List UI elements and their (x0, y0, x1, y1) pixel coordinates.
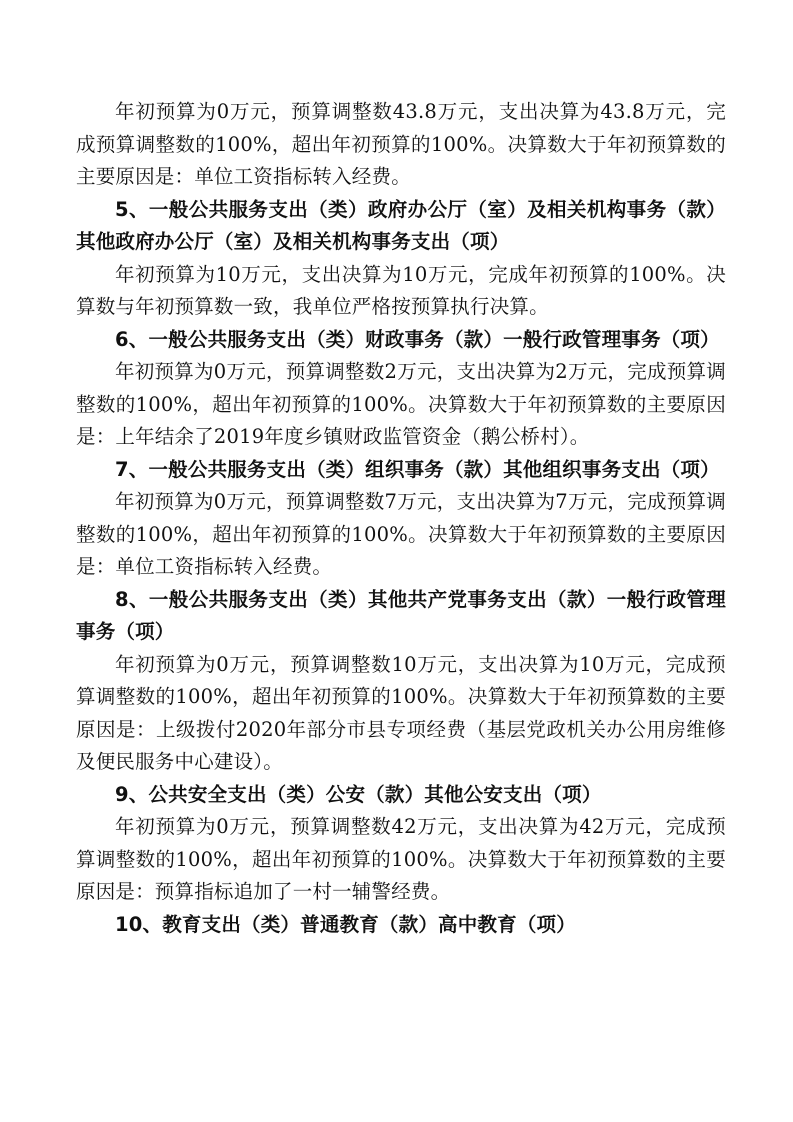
section-heading: 7、一般公共服务支出（类）组织事务（款）其他组织事务支出（项） (115, 457, 720, 481)
body-paragraph: 年初预算为0万元，预算调整数7万元，支出决算为7万元，完成预算调整数的100%，超出年初预算的100%。决算数大于年初预算数的主要原因是：单位工资指标转入经费。 (76, 490, 726, 578)
section-heading: 6、一般公共服务支出（类）财政事务（款）一般行政管理事务（项） (115, 327, 720, 351)
document-page (76, 96, 726, 941)
body-paragraph: 年初预算为0万元，预算调整数43.8万元，支出决算为43.8万元，完成预算调整数的100%，超出年初预算的100%。决算数大于年初预算数的主要原因是：单位工资指标转入经费。 (76, 100, 726, 188)
section-heading: 9、公共安全支出（类）公安（款）其他公安支出（项） (115, 782, 602, 806)
body-paragraph: 年初预算为0万元，预算调整数10万元，支出决算为10万元，完成预算调整数的100%，超出年初预算的100%。决算数大于年初预算数的主要原因是：上级拨付2020年部分市县专项经费（基层党政机关办公用房维修及便民服务中心建设）。 (76, 652, 726, 773)
body-paragraph: 年初预算为0万元，预算调整数2万元，支出决算为2万元，完成预算调整数的100%，超出年初预算的100%。决算数大于年初预算数的主要原因是：上年结余了2019年度乡镇财政监管资金（鹅公桥村）。 (76, 360, 726, 448)
section-heading: 8、一般公共服务支出（类）其他共产党事务支出（款）一般行政管理事务（项） (76, 587, 726, 643)
body-paragraph: 年初预算为0万元，预算调整数42万元，支出决算为42万元，完成预算调整数的100%，超出年初预算的100%。决算数大于年初预算数的主要原因是：预算指标追加了一村一辅警经费。 (76, 815, 726, 903)
section-heading: 5、一般公共服务支出（类）政府办公厅（室）及相关机构事务（款）其他政府办公厅（室）及相关机构事务支出（项） (76, 197, 726, 253)
body-paragraph: 年初预算为10万元，支出决算为10万元，完成年初预算的100%。决算数与年初预算数一致，我单位严格按预算执行决算。 (76, 262, 726, 318)
section-heading: 10、教育支出（类）普通教育（款）高中教育（项） (115, 912, 576, 936)
